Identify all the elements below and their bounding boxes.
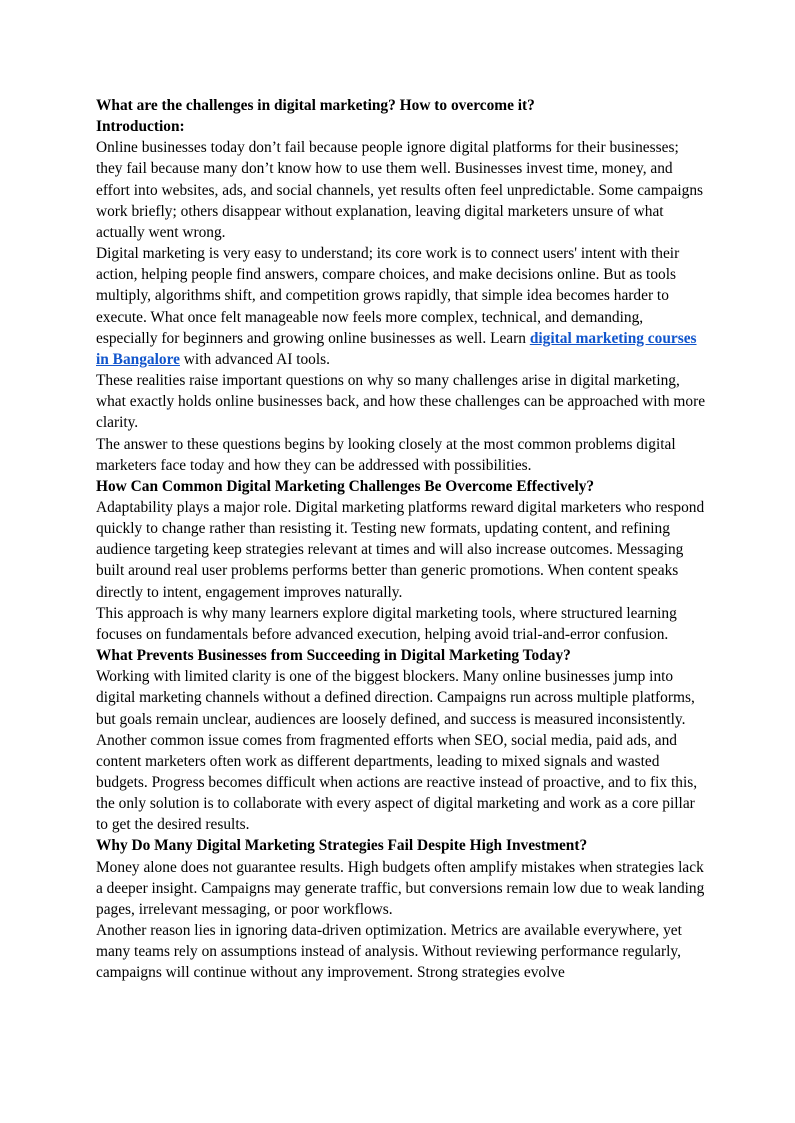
section-1-paragraph-1: Adaptability plays a major role. Digital marketing platforms reward digital marketers who respond quickly to change rather than resisting it. Testing new formats, updating content, and refining audience targeting keep strategies relevant at times and will also increase outcomes. Messaging built around real user problems performs better than generic promotions. When content speaks directly to intent, engagement improves naturally.: [96, 498, 705, 601]
digital-marketing-courses-link[interactable]: digital marketing courses in Bangalore: [96, 329, 697, 368]
section-3-heading: Why Do Many Digital Marketing Strategies Fail Despite High Investment?: [96, 837, 588, 855]
section-1-heading: How Can Common Digital Marketing Challenges Be Overcome Effectively?: [96, 477, 595, 495]
intro-heading: Introduction:: [96, 118, 185, 136]
section-1-paragraph-2: This approach is why many learners explore digital marketing tools, where structured learning focuses on fundamentals before advanced execution, helping avoid trial-and-error confusion.: [96, 604, 677, 643]
section-3-paragraph-2: Another reason lies in ignoring data-driven optimization. Metrics are available everywhere, yet many teams rely on assumptions instead of analysis. Without reviewing performance regularly, campaigns will continue without any improvement. Strong strategies evolve: [96, 922, 682, 982]
intro-paragraph-2-text-after: with advanced AI tools.: [179, 350, 330, 368]
section-3-paragraph-1: Money alone does not guarantee results. High budgets often amplify mistakes when strategies lack a deeper insight. Campaigns may generate traffic, but conversions remain low due to weak landing pages, irrelevant messaging, or poor workflows.: [96, 858, 705, 918]
section-2-paragraph-1: Working with limited clarity is one of the biggest blockers. Many online businesses jump into digital marketing channels without a defined direction. Campaigns run across multiple platforms, but goals remain unclear, audiences are loosely defined, and success is measured inconsistently.: [96, 668, 695, 728]
document-title: What are the challenges in digital marketing? How to overcome it?: [96, 97, 535, 114]
intro-paragraph-2-text-before: Digital marketing is very easy to understand; its core work is to connect users' intent with their action, helping people find answers, compare choices, and make decisions online. But as tools multiply, algorithms shift, and competition grows rapidly, that simple idea becomes harder to execute. What once felt manageable now feels more complex, technical, and demanding, especially for beginners and growing online businesses as well. Learn: [96, 245, 680, 347]
intro-paragraph-3: These realities raise important questions on why so many challenges arise in digital marketing, what exactly holds online businesses back, and how these challenges can be approached with more clarity.: [96, 372, 706, 432]
document-page: [96, 95, 706, 984]
section-2-paragraph-2: Another common issue comes from fragmented efforts when SEO, social media, paid ads, and content marketers often work as different departments, leading to mixed signals and wasted budgets. Progress becomes difficult when actions are reactive instead of proactive, and to fix this, the only solution is to collaborate with every aspect of digital marketing and work as a core pillar to get the desired results.: [96, 731, 698, 834]
intro-paragraph-4: The answer to these questions begins by looking closely at the most common problems digital marketers face today and how they can be addressed with possibilities.: [96, 435, 676, 474]
intro-paragraph-1: Online businesses today don’t fail because people ignore digital platforms for their businesses; they fail because many don’t know how to use them well. Businesses invest time, money, and effort into websites, ads, and social channels, yet results often feel unpredictable. Some campaigns work briefly; others disappear without explanation, leaving digital marketers unsure of what actually went wrong.: [96, 139, 704, 241]
section-2-heading: What Prevents Businesses from Succeeding in Digital Marketing Today?: [96, 647, 571, 665]
intro-paragraph-2: [96, 243, 706, 370]
